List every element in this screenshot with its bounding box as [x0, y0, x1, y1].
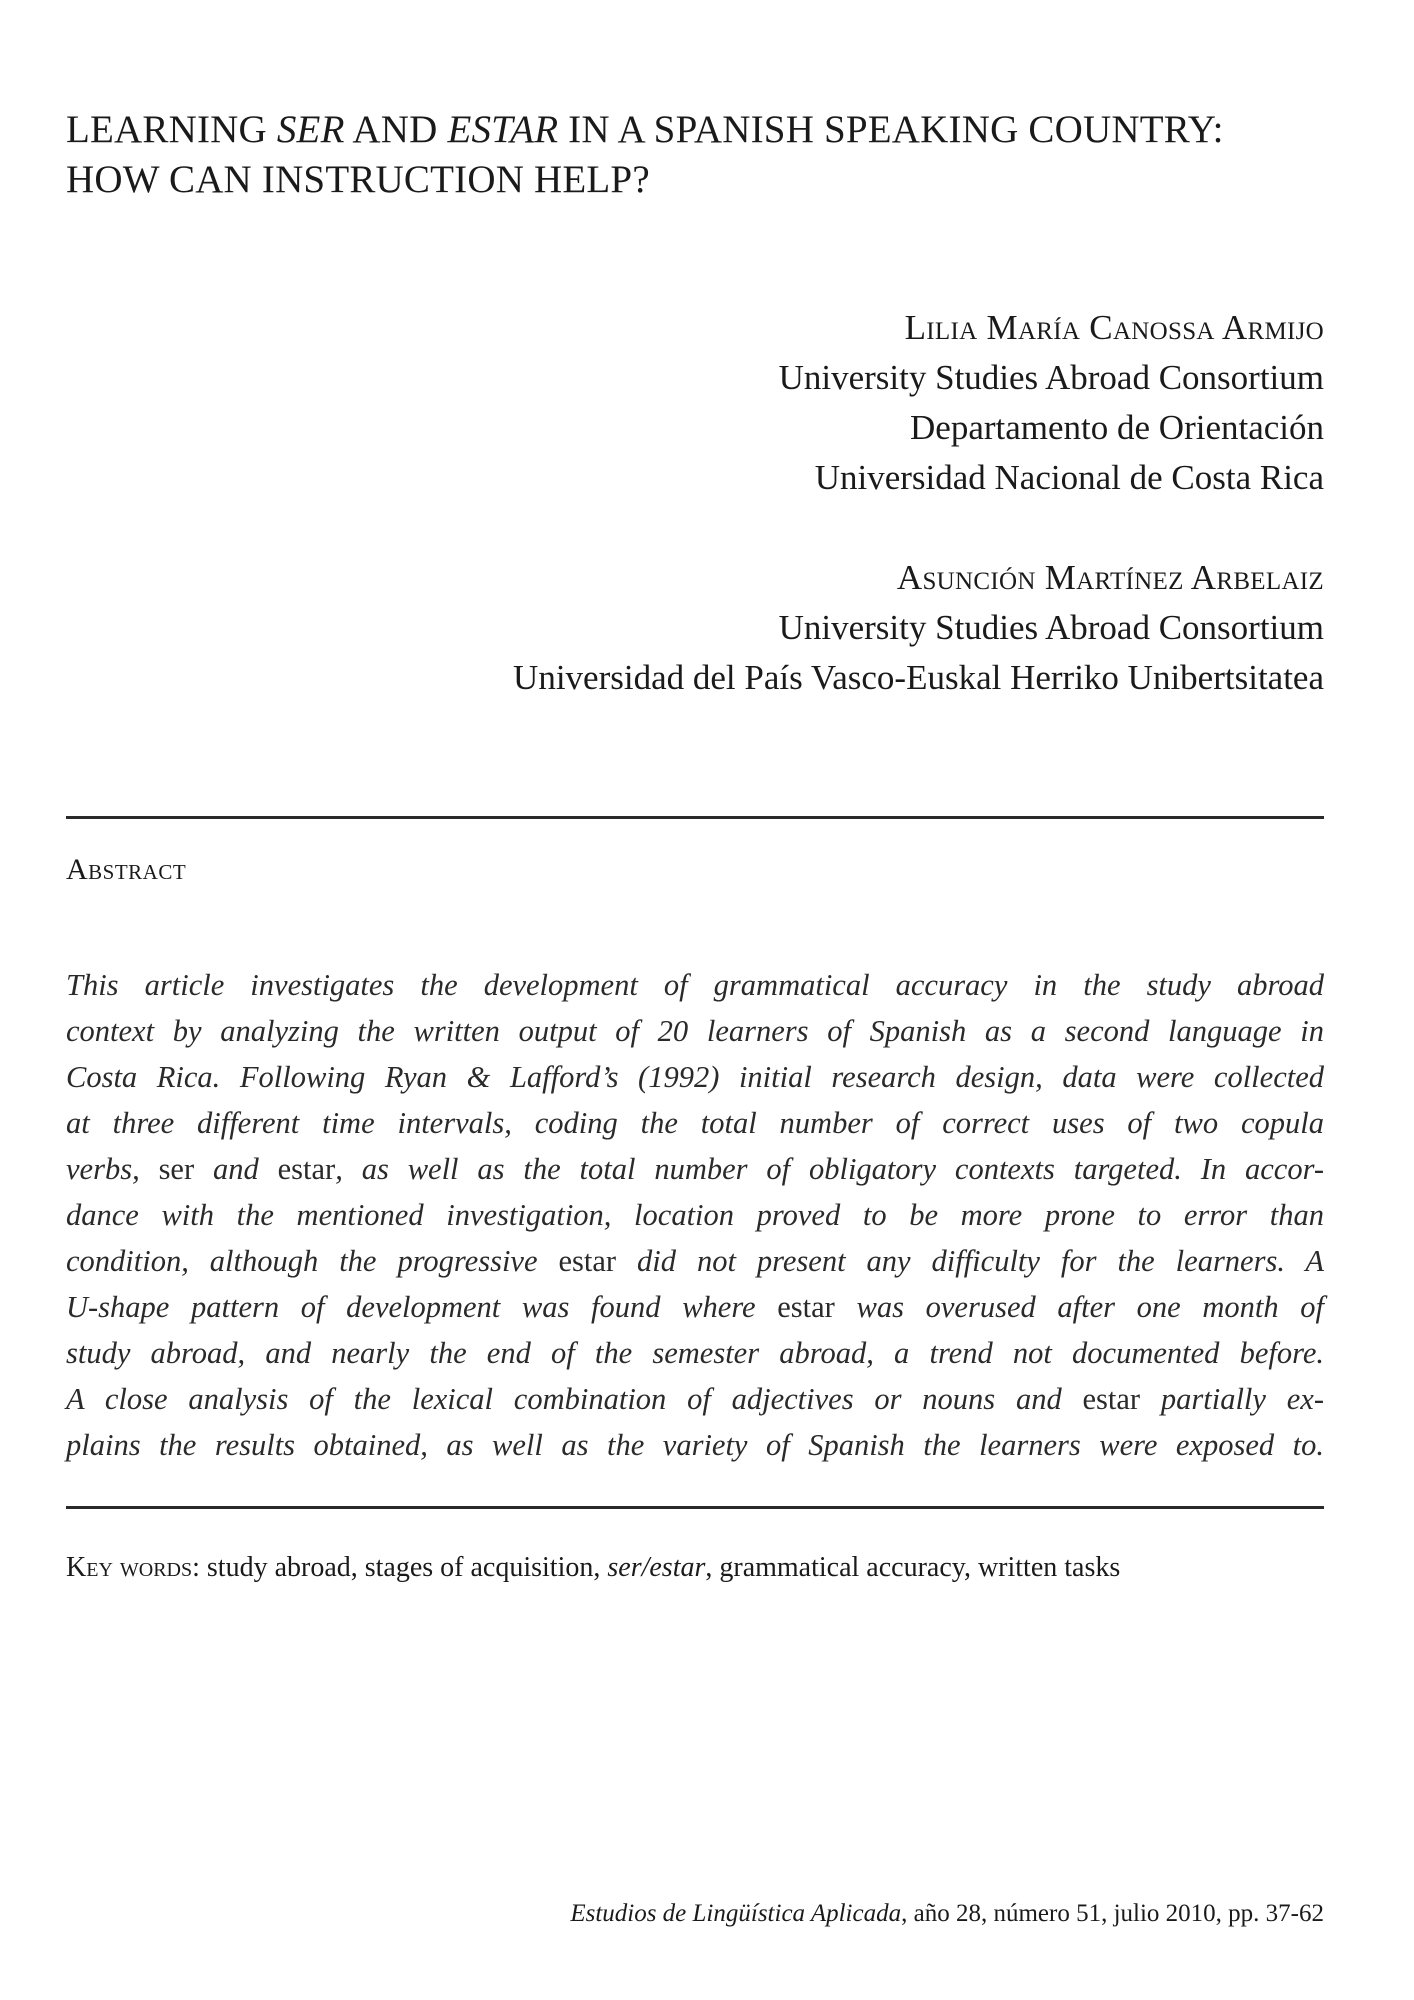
journal-name: Estudios de Lingüística Aplicada [570, 1900, 902, 1927]
abstract-line: Costa Rica. Following Ryan & Lafford’s (1992) initial research design, data were collected [66, 1060, 1324, 1094]
keywords-label: Key words [66, 1552, 193, 1583]
abstract-text: was overused after one month of [834, 1290, 1324, 1324]
author-name: Lilia María Canossa Armijo [904, 308, 1324, 347]
title-line-2: HOW CAN INSTRUCTION HELP? [66, 158, 650, 201]
affiliation: Departamento de Orientación [910, 408, 1324, 447]
affiliation: Universidad del País Vasco-Euskal Herriko Unibertsitatea [513, 658, 1324, 697]
term-estar: estar [277, 1152, 336, 1186]
title-italic-estar: ESTAR [447, 108, 559, 151]
affiliation: University Studies Abroad Consortium [778, 358, 1324, 397]
author-1 [224, 303, 1324, 503]
abstract-line [66, 1146, 1324, 1192]
top-divider [66, 816, 1324, 819]
title-text: AND [344, 108, 448, 151]
abstract-line [66, 1376, 1324, 1422]
title-text: LEARNING [66, 108, 277, 151]
abstract-text: did not present any difficulty for the learners. A [616, 1244, 1325, 1278]
title-italic-ser: SER [276, 108, 345, 151]
term-estar: estar [558, 1244, 617, 1278]
author-2 [224, 553, 1324, 703]
author-name: Asunción Martínez Arbelaiz [896, 558, 1324, 597]
term-estar: estar [1082, 1382, 1141, 1416]
abstract-body [66, 962, 1324, 1468]
abstract-text: partially ex- [1140, 1382, 1324, 1416]
abstract-heading: Abstract [66, 853, 187, 886]
abstract-line: at three different time intervals, coding the total number of correct uses of two copula [66, 1106, 1324, 1140]
keywords-text: study abroad, stages of acquisition, [206, 1552, 608, 1583]
abstract-text: and [194, 1152, 278, 1186]
abstract-text: condition, although the progressive [66, 1244, 559, 1278]
keywords-italic: ser/estar [607, 1552, 706, 1583]
abstract-text: A close analysis of the lexical combination of adjectives or nouns and [66, 1382, 1083, 1416]
article-title [66, 105, 1346, 205]
abstract-text: , as well as the total number of obligatory contexts targeted. In accor- [335, 1152, 1324, 1186]
abstract-line: This article investigates the development of grammatical accuracy in the study abroad [66, 968, 1324, 1002]
keywords-colon: : [192, 1552, 207, 1583]
abstract-line: context by analyzing the written output of 20 learners of Spanish as a second language in [66, 1014, 1324, 1048]
abstract-text: verbs, [66, 1152, 159, 1186]
abstract-line: plains the results obtained, as well as the variety of Spanish the learners were exposed to. [66, 1428, 1324, 1462]
abstract-line [66, 1284, 1324, 1330]
keywords [66, 1548, 1120, 1588]
term-estar: estar [777, 1290, 835, 1324]
title-text: IN A SPANISH SPEAKING COUNTRY: [558, 108, 1224, 151]
journal-footer [570, 1900, 1324, 1928]
abstract-text: U-shape pattern of development was found where [66, 1290, 778, 1324]
abstract-line [66, 1238, 1324, 1284]
affiliation: University Studies Abroad Consortium [778, 608, 1324, 647]
title-line-1 [66, 105, 1346, 155]
journal-details: , año 28, número 51, julio 2010, pp. 37-62 [901, 1900, 1324, 1927]
bottom-divider [66, 1506, 1324, 1509]
authors [224, 303, 1324, 753]
keywords-text: , grammatical accuracy, written tasks [705, 1552, 1121, 1583]
abstract-line: dance with the mentioned investigation, location proved to be more prone to error than [66, 1198, 1324, 1232]
affiliation: Universidad Nacional de Costa Rica [814, 458, 1324, 497]
term-ser: ser [158, 1152, 195, 1186]
abstract-line: study abroad, and nearly the end of the semester abroad, a trend not documented before. [66, 1336, 1324, 1370]
